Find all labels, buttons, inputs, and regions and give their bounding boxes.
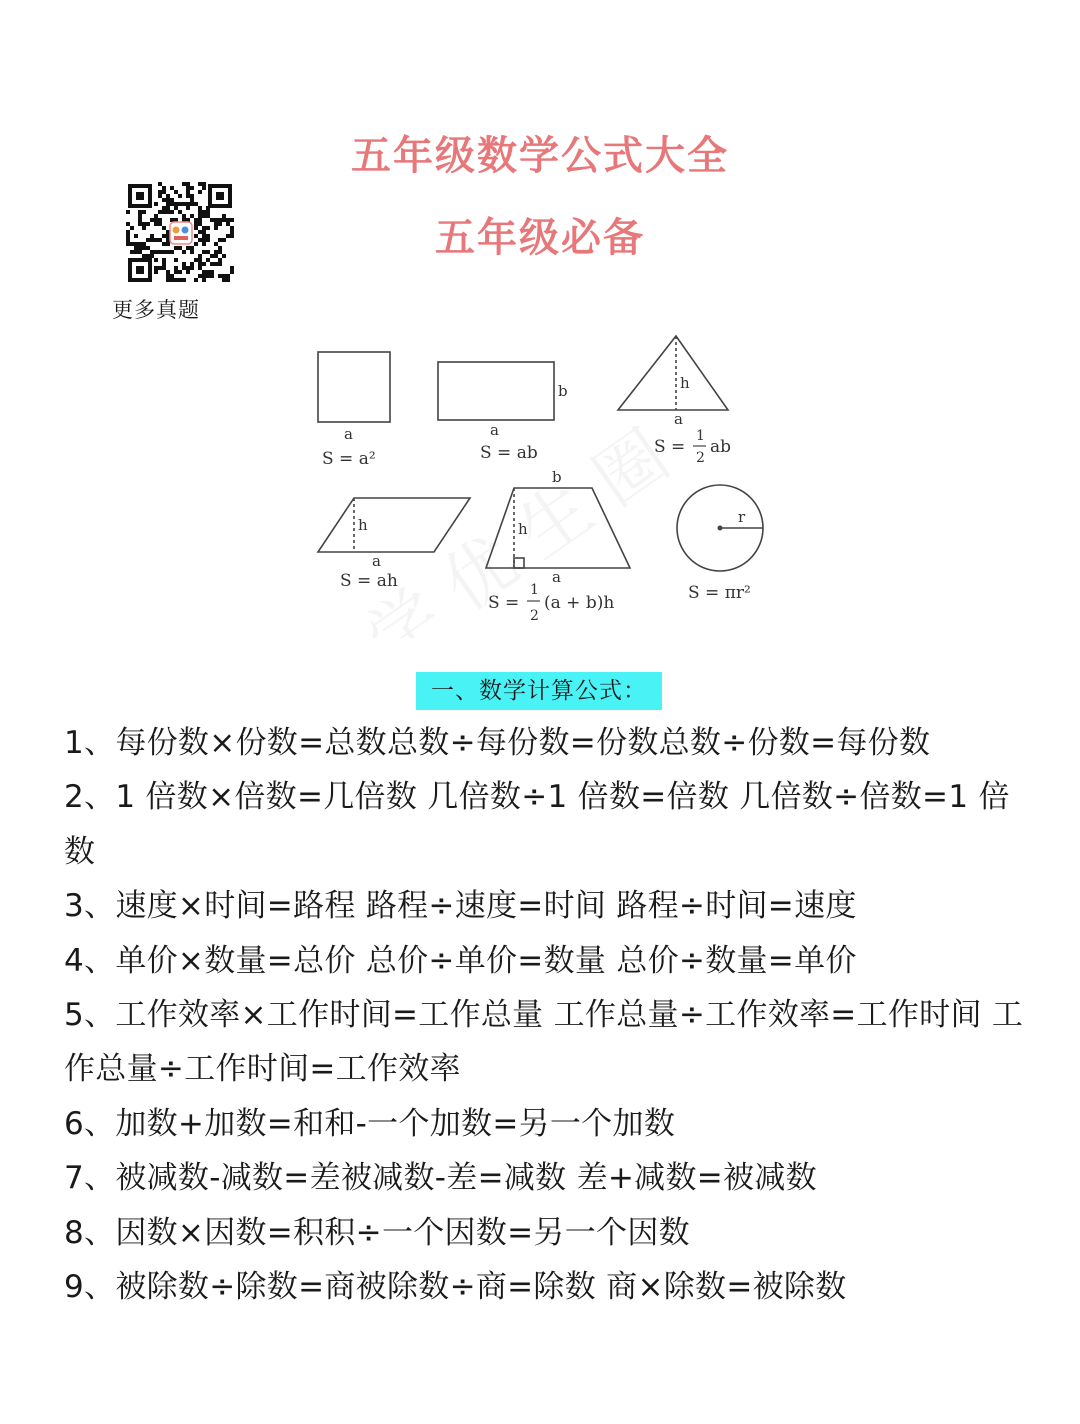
rectangle-side-label: a bbox=[490, 421, 499, 439]
formula-list bbox=[64, 716, 1024, 1314]
trapezoid-frac-num: 1 bbox=[530, 582, 539, 598]
trapezoid-top-label: b bbox=[552, 468, 562, 486]
formula-item: 3、速度×时间=路程 路程÷速度=时间 路程÷时间=速度 bbox=[64, 888, 857, 925]
triangle-frac-num: 1 bbox=[696, 428, 705, 444]
formula-item: 9、被除数÷除数=商被除数÷商=除数 商×除数=被除数 bbox=[64, 1269, 847, 1306]
circle-radius-label: r bbox=[738, 508, 746, 526]
trapezoid-frac-den: 2 bbox=[530, 608, 539, 624]
parallelogram-height-label: h bbox=[358, 516, 368, 534]
trapezoid-formula-suffix: (a + b)h bbox=[544, 593, 615, 613]
triangle-formula-prefix: S = bbox=[654, 437, 686, 457]
square-shape bbox=[318, 352, 390, 422]
formula-item: 1、每份数×份数=总数总数÷每份数=份数总数÷份数=每份数 bbox=[64, 725, 931, 761]
parallelogram-formula: S = ah bbox=[340, 571, 398, 591]
square-formula: S = a² bbox=[322, 449, 376, 469]
square-side-label: a bbox=[344, 425, 353, 443]
triangle-frac-den: 2 bbox=[696, 450, 705, 466]
parallelogram-shape bbox=[318, 498, 470, 552]
triangle-formula-suffix: ab bbox=[710, 437, 732, 457]
rectangle-shape bbox=[438, 362, 554, 420]
trapezoid-height-label: h bbox=[518, 520, 528, 538]
formula-item: 6、加数+加数=和和-一个加数=另一个加数 bbox=[64, 1105, 676, 1142]
triangle-height-label: h bbox=[680, 374, 690, 392]
formula-item: 4、单价×数量=总价 总价÷单价=数量 总价÷数量=单价 bbox=[64, 942, 857, 979]
formula-item: 8、因数×因数=积积÷一个因数=另一个因数 bbox=[64, 1214, 690, 1251]
rectangle-height-label: b bbox=[558, 382, 568, 400]
formula-item: 7、被减数-减数=差被减数-差=减数 差+减数=被减数 bbox=[64, 1160, 817, 1197]
trapezoid-base-label: a bbox=[552, 568, 561, 586]
page-subtitle: 五年级必备 bbox=[435, 215, 645, 261]
triangle-shape bbox=[618, 336, 728, 410]
rectangle-formula: S = ab bbox=[480, 443, 538, 463]
trapezoid-formula-prefix: S = bbox=[488, 593, 520, 613]
area-formula-figure bbox=[300, 328, 780, 638]
qr-caption: 更多真题 bbox=[112, 298, 200, 322]
formula-item: 2、1 倍数×倍数=几倍数 几倍数÷1 倍数=倍数 几倍数÷倍数=1 倍数 bbox=[64, 779, 1010, 870]
circle-formula: S = πr² bbox=[688, 583, 751, 603]
section-heading: 一、数学计算公式： bbox=[416, 672, 662, 710]
qr-code-icon[interactable] bbox=[126, 182, 234, 284]
formula-item: 5、工作效率×工作时间=工作总量 工作总量÷工作效率=工作时间 工作总量÷工作时间=工作效率 bbox=[64, 997, 1024, 1088]
parallelogram-base-label: a bbox=[372, 552, 381, 570]
triangle-base-label: a bbox=[674, 410, 683, 428]
qr-block bbox=[112, 182, 236, 324]
page-title: 五年级数学公式大全 bbox=[351, 133, 729, 179]
